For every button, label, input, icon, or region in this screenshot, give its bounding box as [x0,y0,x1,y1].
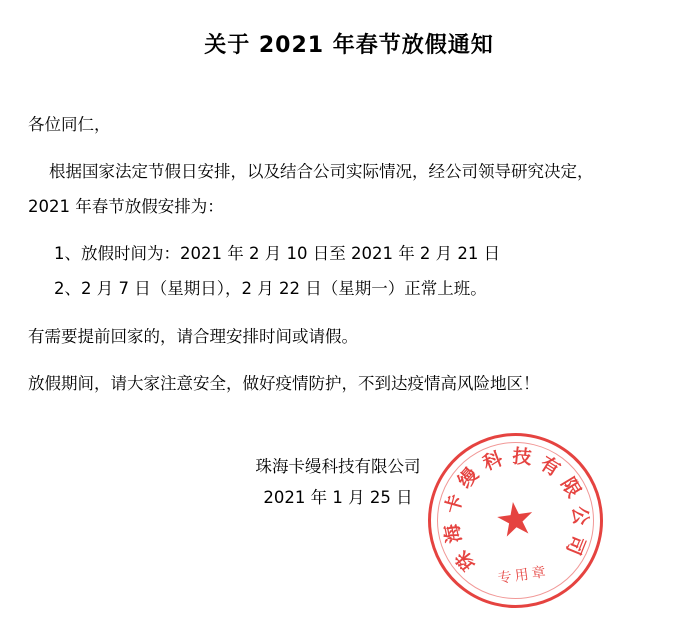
body-paragraph-1: 根据国家法定节假日安排，以及结合公司实际情况，经公司领导研究决定， [28,161,594,181]
note-paragraph-1: 有需要提前回家的，请合理安排时间或请假。 [28,327,358,347]
seal-char: 卡 [440,491,467,516]
seal-char: 司 [561,531,589,558]
seal-char: 公 [567,504,592,526]
seal-char: 限 [555,473,585,502]
seal-char: 缦 [453,463,483,493]
page-title: 关于 2021 年春节放假通知 [204,33,494,58]
signature-company: 珠海卡缦科技有限公司 [255,457,421,477]
list-item: 2、2 月 7 日（星期日），2 月 22 日（星期一）正常上班。 [54,278,487,298]
seal-char: 珠 [450,545,480,575]
document-body [0,111,698,514]
seal-bottom-text: 专用章 [496,563,550,587]
seal-char: 有 [535,451,564,481]
signature-date: 2021 年 1 月 25 日 [263,488,413,508]
seal-char: 科 [479,447,506,475]
star-icon: ★ [491,488,540,549]
signature-block [28,451,668,514]
document-page [0,28,698,633]
seal-char: 技 [510,444,532,469]
seal-char: 海 [440,521,466,545]
salutation: 各位同仁， [28,115,111,134]
body-paragraph-2: 2021 年春节放假安排为： [28,196,224,216]
note-paragraph-2: 放假期间，请大家注意安全，做好疫情防护，不到达疫情高风险地区！ [28,374,540,394]
list-item: 1、放假时间为：2021 年 2 月 10 日至 2021 年 2 月 21 日 [54,243,501,263]
